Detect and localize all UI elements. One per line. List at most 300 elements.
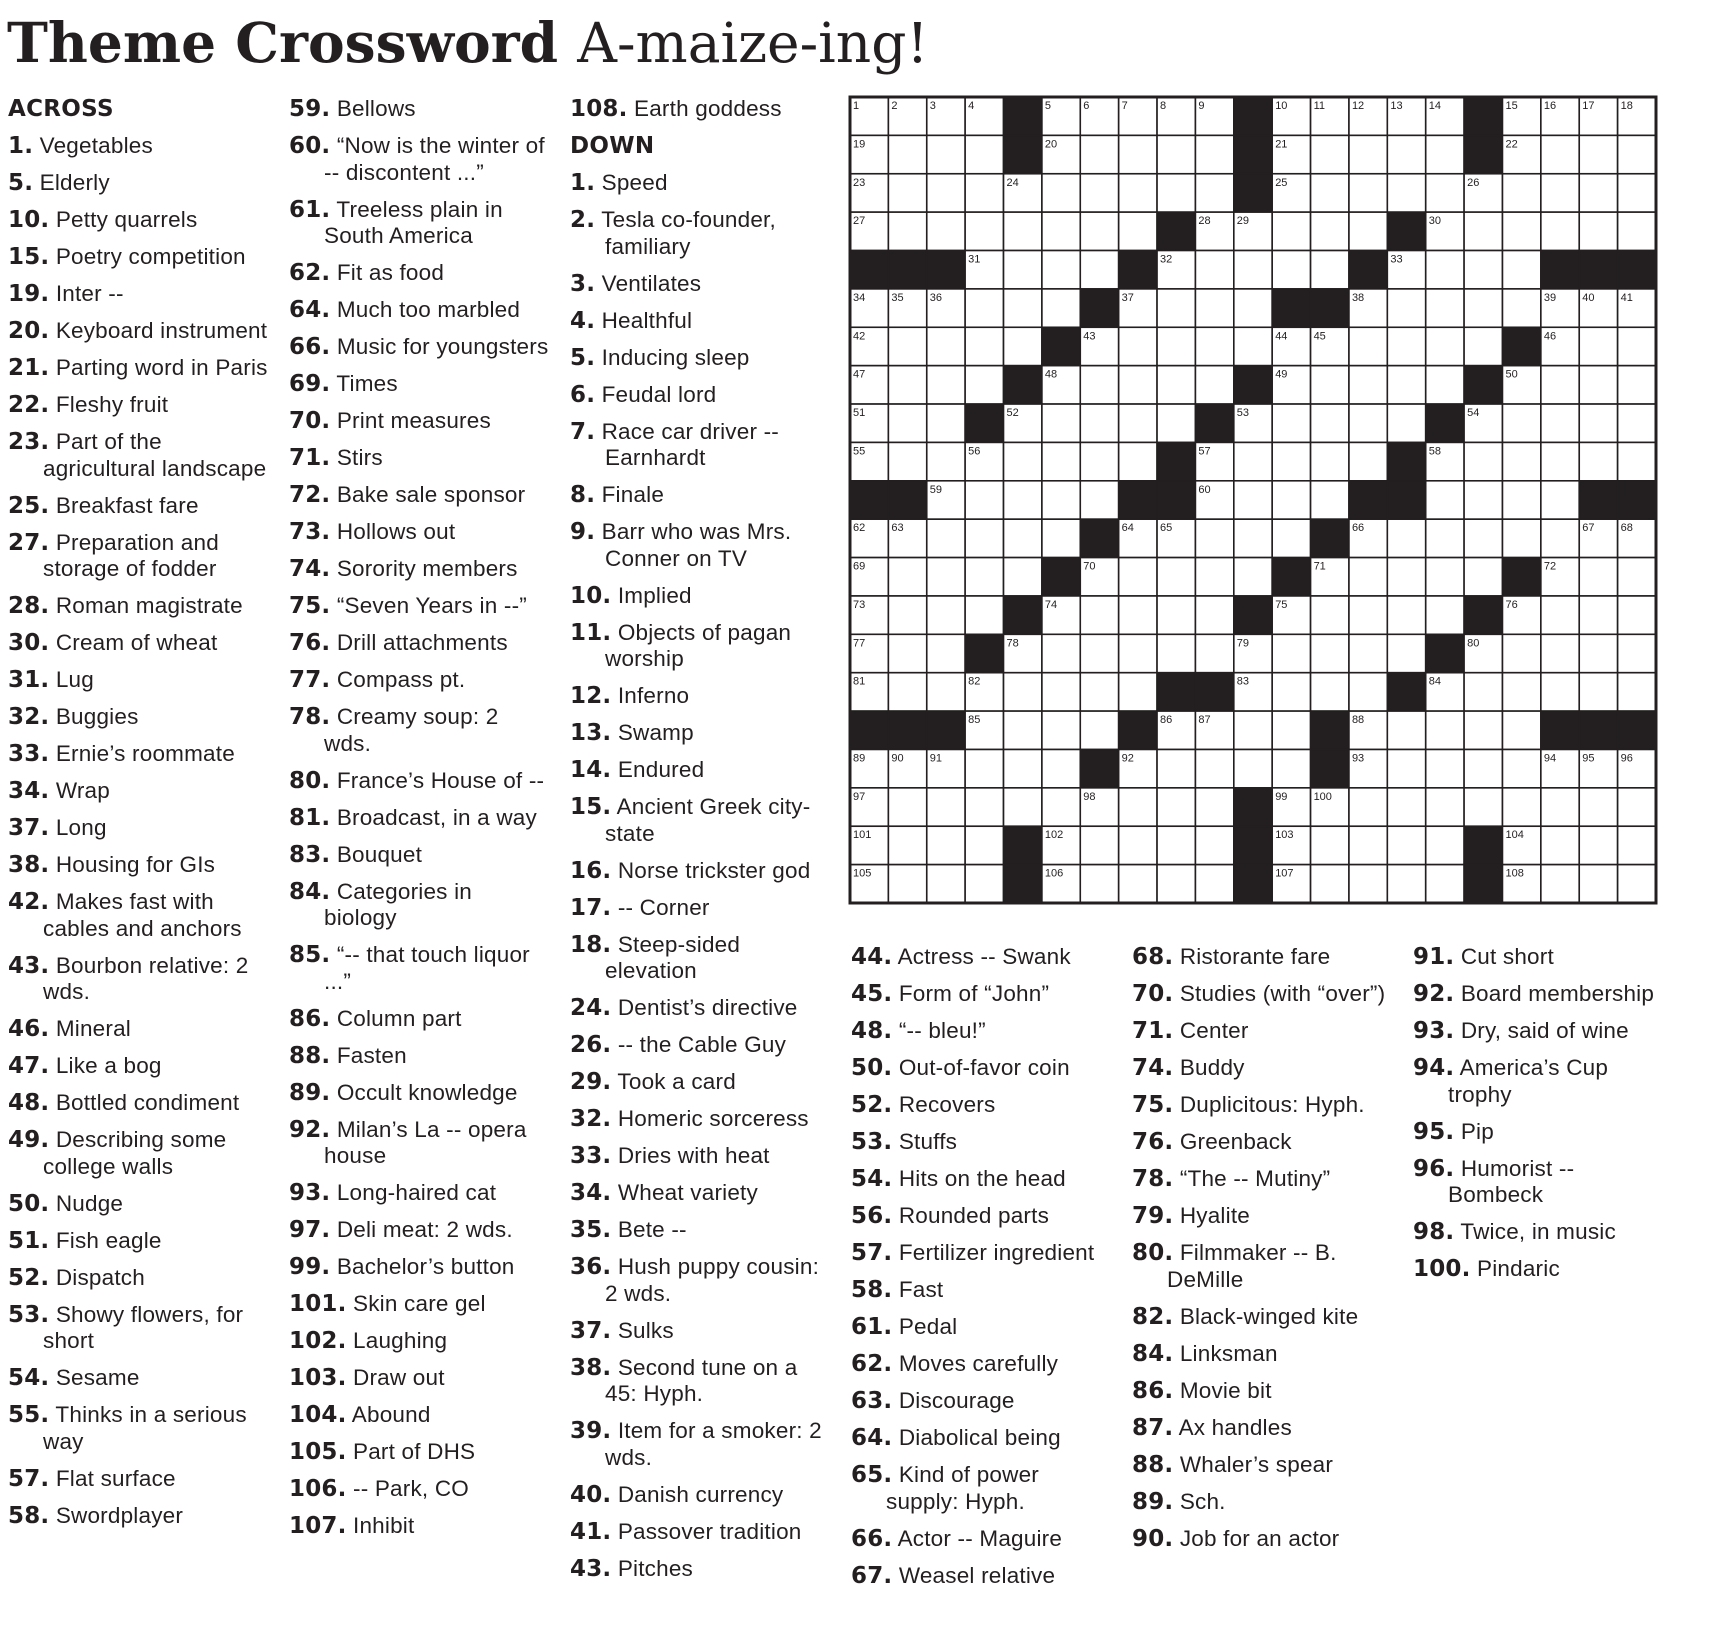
grid-cell[interactable] [927,442,965,480]
clue-number: 67. [851,1562,893,1589]
clue-item [851,981,1113,1008]
grid-cell[interactable] [1311,481,1349,519]
grid-block [1234,788,1272,826]
clue-text: Hyalite [1179,1203,1250,1228]
grid-cell[interactable] [1004,558,1042,596]
grid-cell[interactable] [1541,442,1579,480]
clue-text: Sch. [1179,1488,1226,1514]
grid-cell[interactable] [1195,558,1233,596]
grid-cell[interactable] [1426,596,1464,634]
grid-cell[interactable] [965,788,1003,826]
grid-cell[interactable] [1157,826,1195,864]
grid-cell[interactable] [1579,673,1617,711]
grid-cell[interactable] [1618,673,1656,711]
grid-cell[interactable] [1464,558,1502,596]
grid-cell[interactable] [1119,673,1157,711]
grid-cell[interactable] [1195,327,1233,365]
grid-cell[interactable] [1502,174,1540,212]
grid-cell[interactable] [1426,711,1464,749]
grid-cell[interactable] [1426,135,1464,173]
grid-cell[interactable] [1464,251,1502,289]
clue-text: Swordplayer [55,1502,184,1528]
grid-cell[interactable] [1387,366,1425,404]
grid-cell[interactable] [1541,135,1579,173]
grid-cell[interactable] [1195,519,1233,557]
grid-cell[interactable] [1541,826,1579,864]
grid-cell[interactable] [1195,634,1233,672]
clue-item [1413,1055,1675,1108]
grid-cell[interactable] [1387,596,1425,634]
grid-cell[interactable] [965,289,1003,327]
grid-cell[interactable] [1579,327,1617,365]
grid-cell[interactable] [1579,135,1617,173]
grid-cell[interactable] [965,749,1003,787]
grid-cell[interactable] [1387,865,1425,903]
grid-cell[interactable] [1157,558,1195,596]
grid-cell[interactable] [1234,749,1272,787]
grid-cell[interactable] [888,366,926,404]
grid-cell[interactable] [1080,865,1118,903]
cell-number: 12 [1351,100,1365,112]
grid-cell[interactable] [1080,481,1118,519]
grid-cell[interactable] [1618,558,1656,596]
grid-cell[interactable] [1157,404,1195,442]
grid-cell[interactable] [1464,481,1502,519]
grid-cell[interactable] [1234,481,1272,519]
clue-item [8,355,270,382]
grid-cell[interactable] [1080,135,1118,173]
grid-cell[interactable] [1618,442,1656,480]
grid-cell[interactable] [1042,251,1080,289]
grid-cell[interactable] [1311,634,1349,672]
grid-cell[interactable] [1502,788,1540,826]
grid-cell[interactable] [1080,596,1118,634]
grid-cell[interactable] [1349,558,1387,596]
grid-cell[interactable] [888,634,926,672]
cell-number: 75 [1275,598,1288,611]
grid-cell[interactable] [1387,558,1425,596]
grid-cell[interactable] [1541,519,1579,557]
grid-cell[interactable] [1311,404,1349,442]
grid-cell[interactable] [1119,596,1157,634]
grid-cell[interactable] [1426,251,1464,289]
grid-cell[interactable] [1042,519,1080,557]
grid-cell[interactable] [1311,174,1349,212]
grid-cell[interactable] [1080,366,1118,404]
grid-cell[interactable] [1119,366,1157,404]
grid-cell[interactable] [1080,826,1118,864]
grid-cell[interactable] [1042,711,1080,749]
grid-cell[interactable] [965,135,1003,173]
grid-block [1502,558,1540,596]
grid-cell[interactable] [1157,289,1195,327]
grid-cell[interactable] [1541,788,1579,826]
grid-cell[interactable] [1387,174,1425,212]
grid-cell[interactable] [1311,826,1349,864]
grid-cell[interactable] [1387,289,1425,327]
grid-cell[interactable] [1618,826,1656,864]
grid-cell[interactable] [1579,442,1617,480]
grid-cell[interactable] [1272,442,1310,480]
clue-item [289,260,551,287]
grid-cell[interactable] [1426,558,1464,596]
grid-cell[interactable] [1579,212,1617,250]
grid-cell[interactable] [1042,481,1080,519]
grid-cell[interactable] [965,174,1003,212]
grid-cell[interactable] [1618,212,1656,250]
grid-cell[interactable] [1119,558,1157,596]
grid-cell[interactable] [1387,519,1425,557]
grid-cell[interactable] [1004,749,1042,787]
grid-cell[interactable] [1426,865,1464,903]
grid-cell[interactable] [965,366,1003,404]
grid-cell[interactable] [1004,519,1042,557]
grid-cell[interactable] [1311,212,1349,250]
grid-cell[interactable] [1579,788,1617,826]
grid-cell[interactable] [1464,749,1502,787]
grid-cell[interactable] [1195,826,1233,864]
grid-cell[interactable] [1502,251,1540,289]
grid-cell[interactable] [1157,366,1195,404]
grid-cell[interactable] [1349,788,1387,826]
grid-cell[interactable] [1426,174,1464,212]
grid-cell[interactable] [1119,865,1157,903]
grid-cell[interactable] [1426,788,1464,826]
grid-cell[interactable] [1502,711,1540,749]
grid-cell[interactable] [1272,711,1310,749]
grid-cell[interactable] [1195,251,1233,289]
grid-cell[interactable] [927,135,965,173]
grid-cell[interactable] [1579,826,1617,864]
grid-cell[interactable] [1541,174,1579,212]
grid-cell[interactable] [1426,749,1464,787]
grid-cell[interactable] [1426,366,1464,404]
grid-cell[interactable] [965,212,1003,250]
grid-cell[interactable] [1349,174,1387,212]
grid-cell[interactable] [1004,289,1042,327]
grid-cell[interactable] [1426,519,1464,557]
grid-cell[interactable] [1541,673,1579,711]
clue-number: 24. [570,995,612,1021]
grid-cell[interactable] [1618,596,1656,634]
grid-cell[interactable] [888,212,926,250]
grid-cell[interactable] [1502,519,1540,557]
grid-cell[interactable] [888,788,926,826]
grid-cell[interactable] [1080,711,1118,749]
grid-cell[interactable] [1618,327,1656,365]
cell-number: 92 [1121,752,1134,765]
grid-cell[interactable] [1195,788,1233,826]
grid-cell[interactable] [1119,788,1157,826]
grid-cell[interactable] [1387,327,1425,365]
grid-cell[interactable] [1541,212,1579,250]
grid-cell[interactable] [965,481,1003,519]
grid-cell[interactable] [888,558,926,596]
grid-cell[interactable] [1349,404,1387,442]
grid-cell[interactable] [1195,135,1233,173]
clue-number: 2. [570,207,596,233]
grid-cell[interactable] [1387,788,1425,826]
grid-cell[interactable] [1080,404,1118,442]
grid-cell[interactable] [1234,442,1272,480]
grid-cell[interactable] [1004,673,1042,711]
grid-cell[interactable] [965,558,1003,596]
cell-number: 78 [1006,637,1019,650]
cell-number: 97 [853,790,866,803]
grid-cell[interactable] [1579,865,1617,903]
clue-text: Part of DHS [353,1439,476,1464]
grid-cell[interactable] [1311,135,1349,173]
grid-cell[interactable] [927,212,965,250]
grid-cell[interactable] [927,596,965,634]
grid-cell[interactable] [1157,327,1195,365]
grid-cell[interactable] [1349,826,1387,864]
grid-cell[interactable] [927,673,965,711]
grid-cell[interactable] [1618,865,1656,903]
grid-cell[interactable] [1042,788,1080,826]
grid-cell[interactable] [1311,442,1349,480]
grid-cell[interactable] [1311,596,1349,634]
grid-cell[interactable] [1272,251,1310,289]
grid-cell[interactable] [1464,289,1502,327]
grid-cell[interactable] [1080,174,1118,212]
grid-cell[interactable] [1080,673,1118,711]
grid-cell[interactable] [1502,404,1540,442]
grid-cell[interactable] [1272,404,1310,442]
grid-cell[interactable] [1272,481,1310,519]
grid-cell[interactable] [1349,673,1387,711]
grid-cell[interactable] [1579,596,1617,634]
grid-cell[interactable] [1042,404,1080,442]
grid-cell[interactable] [1042,212,1080,250]
grid-cell[interactable] [1502,634,1540,672]
grid-cell[interactable] [1234,519,1272,557]
cell-number: 6 [1083,100,1090,112]
grid-cell[interactable] [1579,366,1617,404]
grid-cell[interactable] [1004,212,1042,250]
grid-cell[interactable] [965,865,1003,903]
clue-item [851,1203,1113,1230]
grid-cell[interactable] [1195,749,1233,787]
grid-cell[interactable] [965,327,1003,365]
grid-cell[interactable] [1464,788,1502,826]
grid-cell[interactable] [1426,481,1464,519]
grid-cell[interactable] [888,442,926,480]
grid-cell[interactable] [927,174,965,212]
grid-cell[interactable] [1042,673,1080,711]
grid-cell[interactable] [1004,442,1042,480]
grid-cell[interactable] [888,327,926,365]
grid-cell[interactable] [1464,519,1502,557]
grid-cell[interactable] [927,366,965,404]
grid-cell[interactable] [1157,749,1195,787]
grid-cell[interactable] [1618,135,1656,173]
grid-cell[interactable] [1349,865,1387,903]
clue-text: Pindaric [1477,1256,1560,1281]
grid-cell[interactable] [1349,212,1387,250]
grid-cell[interactable] [1349,596,1387,634]
grid-cell[interactable] [1387,634,1425,672]
grid-cell[interactable] [1080,251,1118,289]
grid-cell[interactable] [1234,558,1272,596]
grid-cell[interactable] [1502,289,1540,327]
grid-cell[interactable] [1119,135,1157,173]
grid-cell[interactable] [1119,442,1157,480]
grid-cell[interactable] [965,596,1003,634]
grid-cell[interactable] [1157,634,1195,672]
clue-number: 60. [289,133,331,159]
grid-cell[interactable] [927,634,965,672]
grid-cell[interactable] [1234,289,1272,327]
grid-cell[interactable] [1387,711,1425,749]
grid-cell[interactable] [927,788,965,826]
grid-cell[interactable] [1618,174,1656,212]
grid-cell[interactable] [1234,251,1272,289]
grid-cell[interactable] [1195,289,1233,327]
grid-cell[interactable] [1387,749,1425,787]
grid-cell[interactable] [1579,558,1617,596]
grid-cell[interactable] [1618,634,1656,672]
clue-number: 8. [570,482,596,508]
clue-text: Endured [617,757,705,782]
grid-cell[interactable] [1195,596,1233,634]
grid-cell[interactable] [927,558,965,596]
grid-cell[interactable] [1502,481,1540,519]
grid-cell[interactable] [1157,174,1195,212]
grid-cell[interactable] [1541,634,1579,672]
grid-cell[interactable] [1541,366,1579,404]
grid-cell[interactable] [1080,634,1118,672]
grid-cell[interactable] [1387,135,1425,173]
grid-cell[interactable] [888,404,926,442]
grid-cell[interactable] [1464,327,1502,365]
clue-number: 18. [570,931,612,958]
grid-cell[interactable] [1042,749,1080,787]
grid-cell[interactable] [1042,442,1080,480]
grid-cell[interactable] [1195,366,1233,404]
grid-cell[interactable] [1004,711,1042,749]
grid-cell[interactable] [1195,174,1233,212]
grid-cell[interactable] [1119,826,1157,864]
grid-cell[interactable] [1618,788,1656,826]
grid-cell[interactable] [1464,212,1502,250]
grid-cell[interactable] [1618,404,1656,442]
grid-cell[interactable] [1272,673,1310,711]
grid-cell[interactable] [1349,634,1387,672]
grid-cell[interactable] [1080,442,1118,480]
grid-cell[interactable] [888,174,926,212]
grid-cell[interactable] [1119,404,1157,442]
grid-cell[interactable] [888,826,926,864]
grid-cell[interactable] [1157,865,1195,903]
grid-cell[interactable] [927,519,965,557]
grid-cell[interactable] [1579,634,1617,672]
grid-cell[interactable] [1004,788,1042,826]
grid-cell[interactable] [1042,634,1080,672]
grid-cell[interactable] [1541,404,1579,442]
grid-cell[interactable] [927,826,965,864]
clue-item [570,583,832,610]
grid-cell[interactable] [1502,749,1540,787]
grid-cell[interactable] [1349,442,1387,480]
grid-cell[interactable] [1311,865,1349,903]
grid-cell[interactable] [965,826,1003,864]
grid-cell[interactable] [1579,174,1617,212]
grid-cell[interactable] [1502,212,1540,250]
grid-cell[interactable] [1042,289,1080,327]
clue-text: Item for a smoker: 2 wds. [605,1418,822,1470]
grid-cell[interactable] [1541,596,1579,634]
grid-cell[interactable] [1157,788,1195,826]
grid-cell[interactable] [888,673,926,711]
grid-cell[interactable] [1618,366,1656,404]
grid-cell[interactable] [1349,327,1387,365]
clue-text: Fast [898,1277,944,1302]
grid-cell[interactable] [1426,826,1464,864]
grid-cell[interactable] [1042,174,1080,212]
clue-item [289,1006,551,1033]
grid-cell[interactable] [927,865,965,903]
grid-cell[interactable] [1004,481,1042,519]
grid-cell[interactable] [1311,673,1349,711]
grid-cell[interactable] [1426,289,1464,327]
grid-cell[interactable] [1119,174,1157,212]
grid-cell[interactable] [1464,673,1502,711]
grid-cell[interactable] [1387,826,1425,864]
grid-cell[interactable] [1464,442,1502,480]
grid-cell[interactable] [1004,251,1042,289]
grid-cell[interactable] [1272,634,1310,672]
grid-cell[interactable] [1311,251,1349,289]
grid-cell[interactable] [1004,327,1042,365]
grid-cell[interactable] [1541,481,1579,519]
grid-cell[interactable] [927,327,965,365]
grid-cell[interactable] [1272,749,1310,787]
grid-cell[interactable] [1195,865,1233,903]
grid-cell[interactable] [1541,865,1579,903]
grid-cell[interactable] [888,135,926,173]
grid-cell[interactable] [1311,366,1349,404]
clue-number: 4. [570,307,596,334]
grid-cell[interactable] [965,519,1003,557]
grid-cell[interactable] [1157,135,1195,173]
grid-cell[interactable] [1349,135,1387,173]
cell-number: 5 [1044,100,1052,112]
grid-cell[interactable] [1119,212,1157,250]
grid-cell[interactable] [927,404,965,442]
grid-cell[interactable] [1579,404,1617,442]
grid-cell[interactable] [1157,596,1195,634]
grid-cell[interactable] [1119,327,1157,365]
grid-cell[interactable] [1502,673,1540,711]
grid-cell[interactable] [1234,327,1272,365]
grid-cell[interactable] [1502,442,1540,480]
grid-cell[interactable] [1464,711,1502,749]
grid-cell[interactable] [888,596,926,634]
grid-cell[interactable] [1387,404,1425,442]
grid-cell[interactable] [1119,634,1157,672]
clue-item [570,308,832,335]
grid-cell[interactable] [1349,366,1387,404]
grid-cell[interactable] [1234,711,1272,749]
grid-cell[interactable] [1272,519,1310,557]
grid-cell[interactable] [888,865,926,903]
grid-cell[interactable] [1080,212,1118,250]
clue-item [570,683,832,710]
grid-cell[interactable] [1272,212,1310,250]
grid-cell[interactable] [1426,327,1464,365]
clue-item [570,1217,832,1244]
